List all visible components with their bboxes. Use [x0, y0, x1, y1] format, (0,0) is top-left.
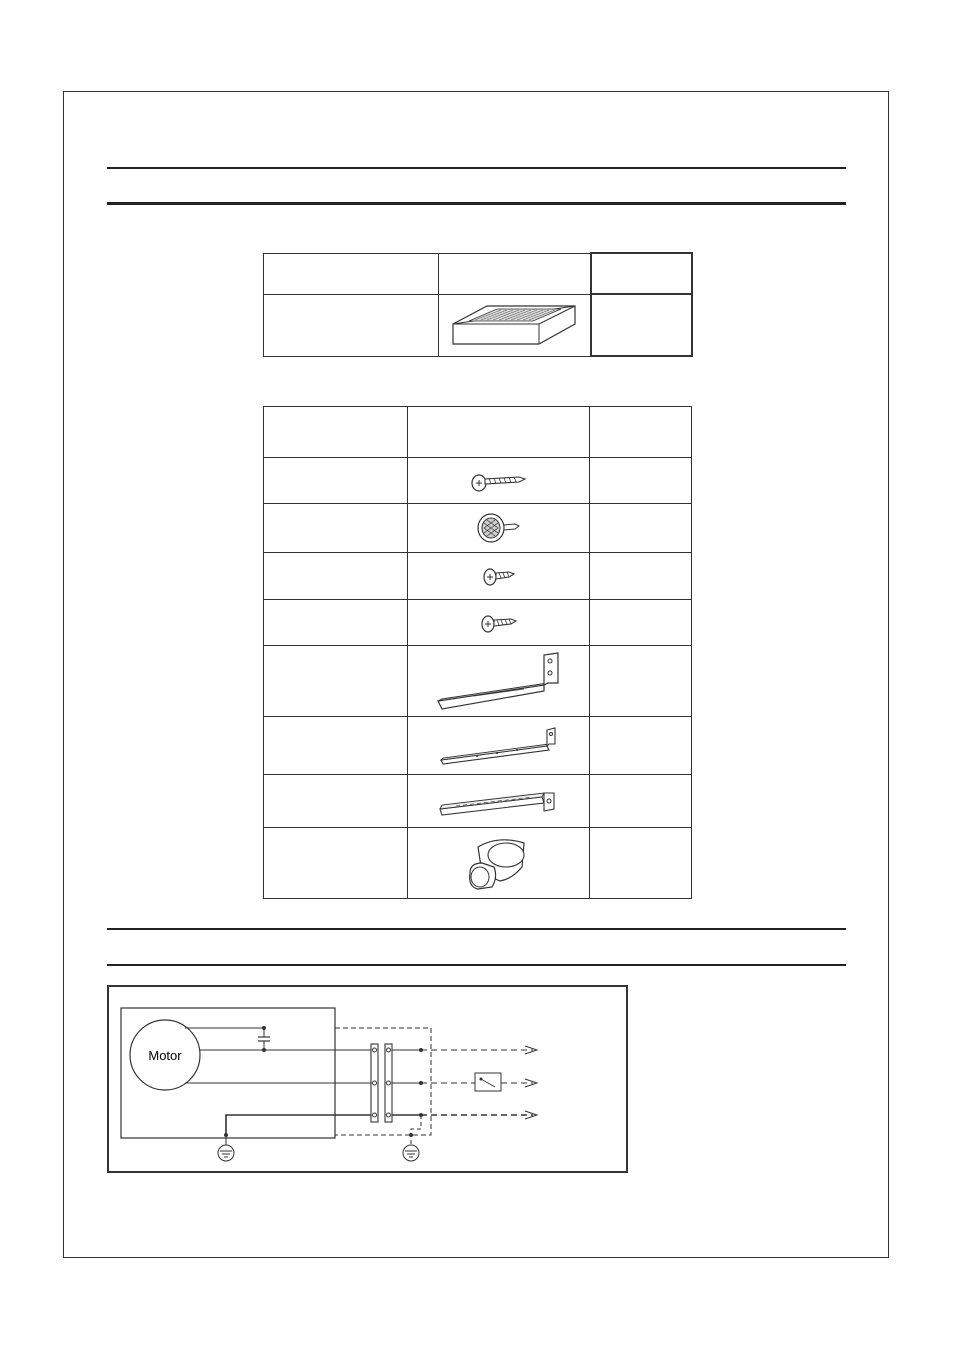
- table-row: [264, 294, 692, 356]
- part-name: [264, 504, 408, 553]
- column-header-figure: [439, 253, 591, 294]
- accessory-table: [263, 252, 693, 357]
- duct-adapter-icon: [464, 833, 534, 893]
- capacitor-icon: [258, 1026, 270, 1052]
- l-bracket-short-icon: [436, 781, 562, 821]
- table-row: [264, 504, 692, 553]
- column-header-part-name: [264, 407, 408, 458]
- table-row: [264, 458, 692, 504]
- part-name: [264, 717, 408, 775]
- column-header-quantity: [591, 253, 692, 294]
- part-name: [264, 553, 408, 600]
- section-rule-top: [107, 928, 846, 930]
- long-screw-icon: [469, 469, 529, 493]
- wiring-diagram: [107, 985, 628, 1173]
- part-quantity: [590, 600, 692, 646]
- part-name: [264, 775, 408, 828]
- washer-screw-icon: [475, 511, 523, 545]
- section-rule-bottom: [107, 202, 846, 205]
- column-header-figure: [408, 407, 590, 458]
- part-quantity: [590, 717, 692, 775]
- part-name: [264, 458, 408, 504]
- section-rule-bottom: [107, 964, 846, 966]
- parts-table: [263, 406, 692, 899]
- part-quantity: [590, 553, 692, 600]
- part-name: [264, 294, 439, 356]
- column-header-quantity: [590, 407, 692, 458]
- switch-icon: [475, 1073, 501, 1091]
- l-bracket-large-icon: [434, 649, 564, 713]
- screw-icon: [479, 611, 519, 635]
- motor-label: Motor: [148, 1048, 182, 1063]
- part-quantity: [590, 458, 692, 504]
- column-header-part-name: [264, 253, 439, 294]
- table-row: [264, 775, 692, 828]
- grille-icon: [449, 302, 579, 348]
- part-quantity: [591, 294, 692, 356]
- part-quantity: [590, 828, 692, 899]
- part-quantity: [590, 646, 692, 717]
- part-name: [264, 646, 408, 717]
- section-rule-top: [107, 167, 846, 169]
- part-quantity: [590, 775, 692, 828]
- l-bracket-thin-icon: [437, 724, 561, 768]
- table-row: [264, 828, 692, 899]
- part-quantity: [590, 504, 692, 553]
- table-row: [264, 646, 692, 717]
- table-row: [264, 600, 692, 646]
- ground-icon: [403, 1145, 419, 1161]
- ground-icon: [218, 1145, 234, 1161]
- part-name: [264, 600, 408, 646]
- short-screw-icon: [481, 564, 517, 588]
- terminal-block-icon: [371, 1044, 392, 1122]
- part-name: [264, 828, 408, 899]
- table-row: [264, 553, 692, 600]
- table-row: [264, 717, 692, 775]
- dashed-enclosure: [335, 1028, 431, 1135]
